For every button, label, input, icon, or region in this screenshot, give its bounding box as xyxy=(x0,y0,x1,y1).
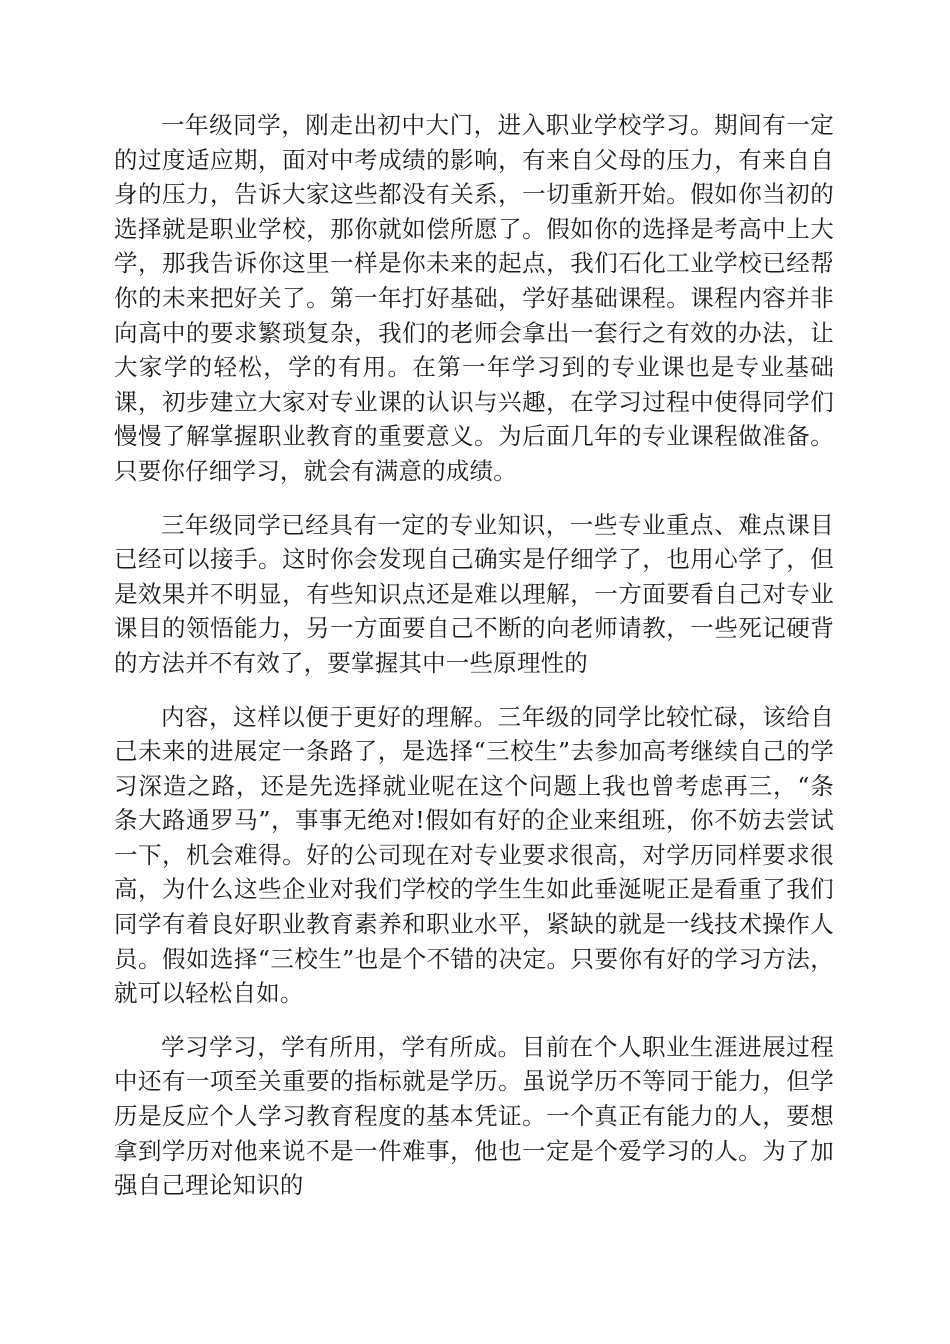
paragraph-third-year: 三年级同学已经具有一定的专业知识，一些专业重点、难点课目已经可以接手。这时你会发现自己确实是仔细学了，也用心学了，但是效果并不明显，有些知识点还是难以理解，一方面要看自己对专业课目的领悟能力，另一方面要自己不断的向老师请教，一些死记硬背的方法并不有效了，要掌握其中一些原理性的 xyxy=(114,510,834,677)
paragraph-third-year-continued: 内容，这样以便于更好的理解。三年级的同学比较忙碌，该给自己未来的进展定一条路了，是选择“三校生”去参加高考继续自己的学习深造之路，还是先选择就业呢在这个问题上我也曾考虑再三，“条条大路通罗马”，事事无绝对!假如有好的企业来组班，你不妨去尝试一下，机会难得。好的公司现在对专业要求很高，对学历同样要求很高，为什么这些企业对我们学校的学生生如此垂涎呢正是看重了我们同学有着良好职业教育素养和职业水平，紧缺的就是一线技术操作人员。假如选择“三校生”也是个不错的决定。只要你有好的学习方法，就可以轻松自如。 xyxy=(114,702,834,1008)
paragraph-study: 学习学习，学有所用，学有所成。目前在个人职业生涯进展过程中还有一项至关重要的指标就是学历。虽说学历不等同于能力，但学历是反应个人学习教育程度的基本凭证。一个真正有能力的人，要想拿到学历对他来说不是一件难事，他也一定是个爱学习的人。为了加强自己理论知识的 xyxy=(114,1032,834,1200)
paragraph-first-year: 一年级同学，刚走出初中大门，进入职业学校学习。期间有一定的过度适应期，面对中考成绩的影响，有来自父母的压力，有来自自身的压力，告诉大家这些都没有关系，一切重新开始。假如你当初的选择就是职业学校，那你就如偿所愿了。假如你的选择是考高中上大学，那我告诉你这里一样是你未来的起点，我们石化工业学校已经帮你的未来把好关了。第一年打好基础，学好基础课程。课程内容并非向高中的要求繁琐复杂，我们的老师会拿出一套行之有效的办法，让大家学的轻松，学的有用。在第一年学习到的专业课也是专业基础课，初步建立大家对专业课的认识与兴趣，在学习过程中使得同学们慢慢了解掌握职业教育的重要意义。为后面几年的专业课程做准备。只要你仔细学习，就会有满意的成绩。 xyxy=(114,111,834,485)
document-body xyxy=(114,108,834,1222)
